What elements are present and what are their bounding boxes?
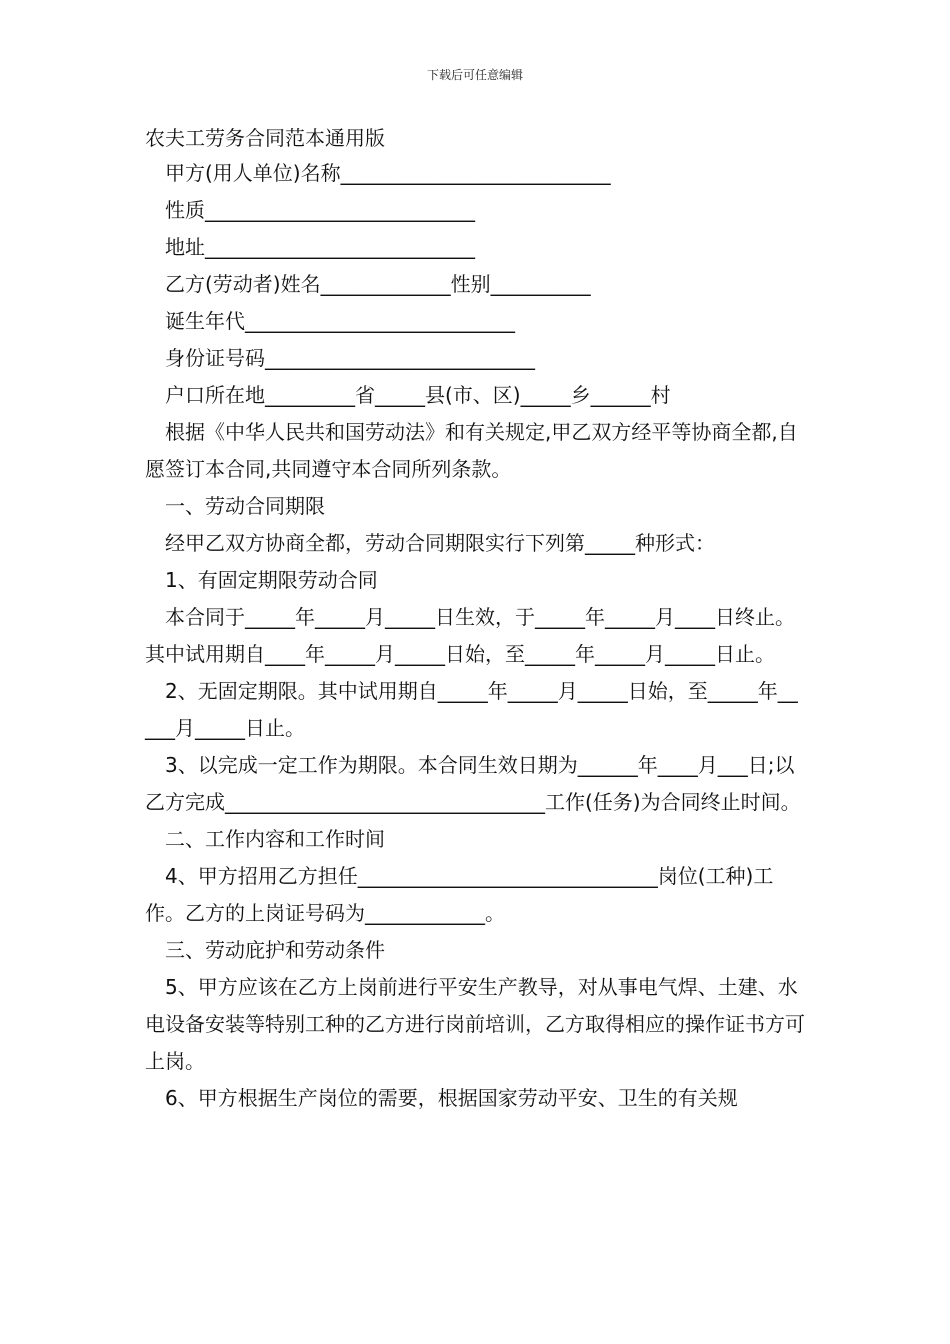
party-a-name-line: 甲方(用人单位)名称___________________________ (165, 161, 611, 185)
item-6-paragraph: 6、甲方根据生产岗位的需要，根据国家劳动平安、卫生的有关规 (165, 1086, 738, 1110)
party-a-address-line: 地址___________________________ (165, 235, 475, 259)
item-5-paragraph: 5、甲方应该在乙方上岗前进行平安生产教导，对从事电气焊、土建、水电设备安装等特别工种的乙方进行岗前培训，乙方取得相应的操作证书方可上岗。 (145, 975, 805, 1073)
item-3-paragraph: 3、以完成一定工作为期限。本合同生效日期为______年____月___日;以乙方完成________________________________工作(任务)为合同终止时间。 (145, 753, 801, 814)
section-3-heading: 三、劳动庇护和劳动条件 (165, 938, 385, 962)
contract-term-choice: 经甲乙双方协商全都，劳动合同期限实行下列第_____种形式： (165, 531, 715, 555)
id-number-line: 身份证号码___________________________ (165, 346, 535, 370)
item-1-title: 1、有固定期限劳动合同 (165, 568, 378, 592)
section-1-heading: 一、劳动合同期限 (165, 494, 325, 518)
party-b-name-gender-line: 乙方(劳动者)姓名_____________性别__________ (165, 272, 591, 296)
party-a-nature-line: 性质___________________________ (165, 198, 475, 222)
item-4-paragraph: 4、甲方招用乙方担任______________________________岗位(工种)工作。乙方的上岗证号码为____________。 (145, 864, 774, 925)
section-2-heading: 二、工作内容和工作时间 (165, 827, 385, 851)
birth-date-line: 诞生年代___________________________ (165, 309, 515, 333)
page-header-note: 下载后可任意编辑 (426, 68, 523, 82)
document-title: 农夫工劳务合同范本通用版 (145, 126, 385, 150)
household-register-line: 户口所在地_________省_____县(市、区)_____乡______村 (165, 383, 671, 407)
intro-paragraph: 根据《中华人民共和国劳动法》和有关规定,甲乙双方经平等协商全都,自愿签订本合同,共同遵守本合同所列条款。 (145, 420, 798, 481)
item-1-body: 本合同于_____年_____月_____日生效，于_____年_____月____日终止。其中试用期自____年_____月_____日始，至_____年_____月_____日止。 (145, 605, 795, 666)
item-2-paragraph: 2、无固定期限。其中试用期自_____年_____月_____日始，至_____年_____月_____日止。 (145, 679, 798, 740)
document-body (145, 155, 807, 1117)
